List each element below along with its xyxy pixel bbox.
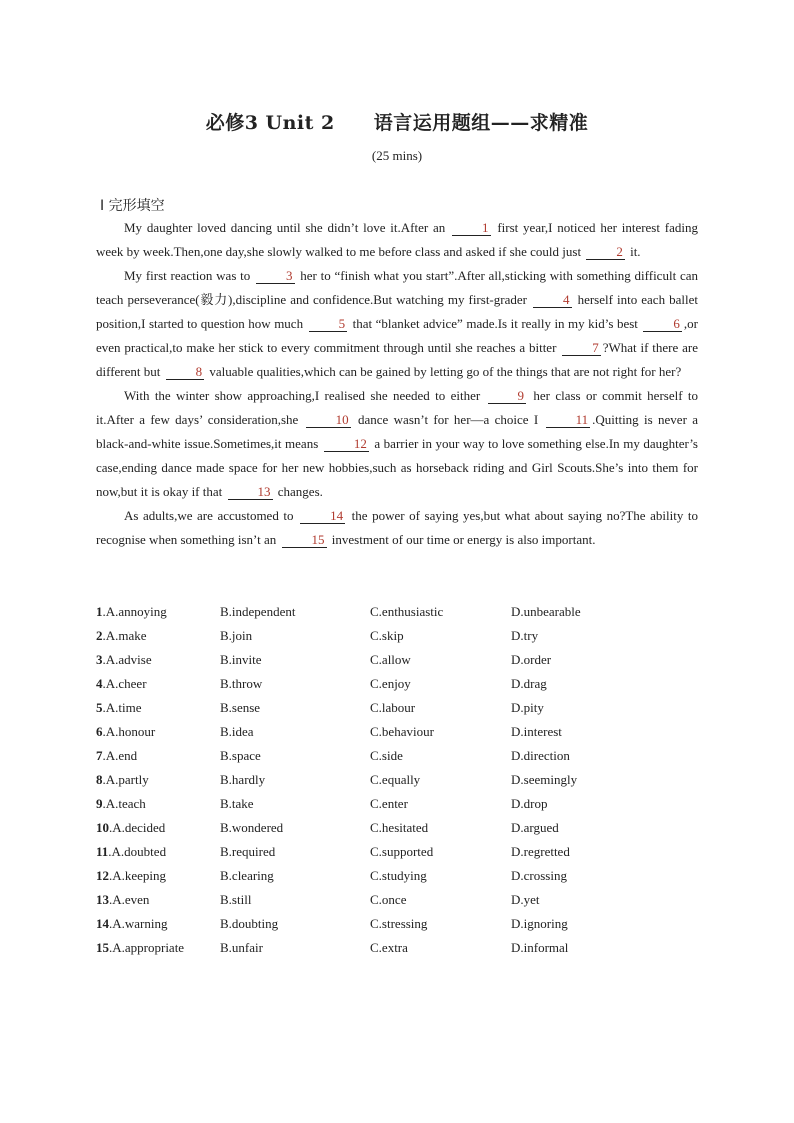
- passage-text: that “blanket advice” made.Is it really in my kid’s best: [349, 316, 642, 331]
- answer-blank[interactable]: 5: [309, 317, 348, 332]
- option-c[interactable]: C.once: [370, 892, 407, 907]
- question-number: 13: [96, 892, 109, 907]
- option-c[interactable]: C.hesitated: [370, 820, 429, 835]
- answer-blank[interactable]: 7: [562, 341, 601, 356]
- option-a[interactable]: [96, 792, 220, 816]
- question-row: [96, 864, 716, 888]
- option-b[interactable]: B.required: [220, 844, 276, 859]
- answer-blank[interactable]: 4: [533, 293, 572, 308]
- question-number: 2: [96, 628, 103, 643]
- option-a[interactable]: [96, 600, 220, 624]
- question-number: 14: [96, 916, 109, 931]
- option-d[interactable]: D.try: [511, 628, 539, 643]
- option-c[interactable]: C.equally: [370, 772, 421, 787]
- option-b[interactable]: B.hardly: [220, 772, 266, 787]
- option-c[interactable]: C.studying: [370, 868, 427, 883]
- passage-text: her class or commit herself to it.After a few days’ consideration,she: [96, 388, 698, 427]
- option-a[interactable]: [96, 648, 220, 672]
- option-d[interactable]: D.ignoring: [511, 916, 568, 931]
- option-c[interactable]: C.allow: [370, 652, 411, 667]
- option-b[interactable]: B.join: [220, 628, 253, 643]
- option-a[interactable]: [96, 936, 220, 960]
- question-row: [96, 888, 716, 912]
- option-a[interactable]: [96, 888, 220, 912]
- question-row: [96, 696, 716, 720]
- passage-text: dance wasn’t for her—a choice I: [352, 412, 544, 427]
- passage-text: ?What if there are different but: [96, 340, 698, 379]
- section-heading: Ⅰ 完形填空: [100, 198, 165, 214]
- option-a-text: .A.doubted: [108, 844, 167, 859]
- option-a[interactable]: [96, 672, 220, 696]
- question-row: [96, 840, 716, 864]
- question-number: 15: [96, 940, 109, 955]
- answer-blank[interactable]: 8: [166, 365, 205, 380]
- option-d[interactable]: D.pity: [511, 700, 544, 715]
- option-a-text: .A.teach: [102, 796, 146, 811]
- question-number: 7: [96, 748, 103, 763]
- question-row: [96, 720, 716, 744]
- option-d[interactable]: D.informal: [511, 940, 569, 955]
- passage-text: My daughter loved dancing until she didn’t love it.After an: [124, 220, 451, 235]
- option-a[interactable]: [96, 768, 220, 792]
- question-number: 12: [96, 868, 109, 883]
- passage-paragraph: [96, 384, 698, 504]
- question-row: [96, 600, 716, 624]
- option-c[interactable]: C.labour: [370, 700, 416, 715]
- option-a-text: .A.end: [102, 748, 138, 763]
- question-row: [96, 936, 716, 960]
- option-c[interactable]: C.behaviour: [370, 724, 434, 739]
- option-d[interactable]: D.regretted: [511, 844, 570, 859]
- passage-text: With the winter show approaching,I realised she needed to either: [124, 388, 486, 403]
- question-row: [96, 816, 716, 840]
- question-number: 11: [96, 844, 109, 859]
- option-a-text: .A.decided: [109, 820, 166, 835]
- option-a[interactable]: [96, 624, 220, 648]
- option-a[interactable]: [96, 744, 220, 768]
- answer-blank[interactable]: 2: [586, 245, 625, 260]
- option-b[interactable]: B.throw: [220, 676, 263, 691]
- answer-blank[interactable]: 6: [643, 317, 682, 332]
- passage-text: her to “finish what you start”.After all,sticking with something difficult can teach perseverance(毅力),discipline and confidence.But watching my first-grader: [96, 268, 698, 307]
- answer-blank[interactable]: 9: [488, 389, 527, 404]
- passage-text: .Quitting is never a black-and-white issue.Sometimes,it means: [96, 412, 699, 451]
- option-c[interactable]: C.enthusiastic: [370, 604, 444, 619]
- option-c[interactable]: C.extra: [370, 940, 408, 955]
- option-a-text: .A.warning: [109, 916, 168, 931]
- question-row: [96, 768, 716, 792]
- passage-text: a barrier in your way to love something else.In my daughter’s case,ending dance made space for her new hobbies,such as horseback riding and Girl Scouts.She’s into them for now,but it is okay if that: [96, 436, 698, 499]
- option-a-text: .A.make: [102, 628, 147, 643]
- question-number: 8: [96, 772, 103, 787]
- passage-text: valuable qualities,which can be gained by letting go of the things that are not right for her?: [206, 364, 682, 379]
- option-d[interactable]: D.drag: [511, 676, 547, 691]
- passage-text: changes.: [274, 484, 323, 499]
- option-c[interactable]: C.stressing: [370, 916, 428, 931]
- option-a-text: .A.appropriate: [109, 940, 185, 955]
- answer-blank[interactable]: 15: [282, 533, 327, 548]
- option-c[interactable]: C.skip: [370, 628, 404, 643]
- option-a-text: .A.keeping: [109, 868, 167, 883]
- passage-paragraph: [96, 216, 698, 264]
- option-b[interactable]: B.still: [220, 892, 252, 907]
- time-limit: (25 mins): [371, 148, 423, 163]
- option-a[interactable]: [96, 720, 220, 744]
- cloze-passage: [96, 216, 698, 552]
- passage-text: it.: [626, 244, 641, 259]
- option-a[interactable]: [96, 816, 220, 840]
- passage-paragraph: [96, 264, 698, 384]
- answer-blank[interactable]: 1: [452, 221, 491, 236]
- option-b[interactable]: B.unfair: [220, 940, 263, 955]
- option-d[interactable]: D.unbearable: [511, 604, 581, 619]
- option-b[interactable]: B.doubting: [220, 916, 279, 931]
- option-b[interactable]: B.independent: [220, 604, 296, 619]
- question-number: 3: [96, 652, 103, 667]
- question-number: 10: [96, 820, 109, 835]
- question-number: 1: [96, 604, 103, 619]
- option-d[interactable]: D.seemingly: [511, 772, 578, 787]
- answer-blank[interactable]: 13: [228, 485, 273, 500]
- option-a[interactable]: [96, 696, 220, 720]
- passage-text: the power of saying yes,but what about saying no?The ability to recognise when something isn’t an: [96, 508, 698, 547]
- question-row: [96, 648, 716, 672]
- option-b[interactable]: B.idea: [220, 724, 254, 739]
- option-a-text: .A.even: [109, 892, 150, 907]
- option-b[interactable]: B.sense: [220, 700, 261, 715]
- question-row: [96, 744, 716, 768]
- option-a-text: .A.partly: [102, 772, 149, 787]
- answer-blank[interactable]: 3: [256, 269, 295, 284]
- option-d[interactable]: D.order: [511, 652, 552, 667]
- answer-blank[interactable]: 12: [324, 437, 369, 452]
- question-row: [96, 624, 716, 648]
- option-b[interactable]: B.take: [220, 796, 254, 811]
- option-a-text: .A.annoying: [102, 604, 167, 619]
- question-row: [96, 792, 716, 816]
- question-row: [96, 672, 716, 696]
- passage-text: My first reaction was to: [124, 268, 255, 283]
- option-c[interactable]: C.enjoy: [370, 676, 411, 691]
- question-number: 9: [96, 796, 103, 811]
- passage-text: ,or even practical,to make her stick to every commitment through until she reaches a bitter: [96, 316, 699, 355]
- question-number: 5: [96, 700, 103, 715]
- option-d[interactable]: D.interest: [511, 724, 562, 739]
- question-number: 4: [96, 676, 103, 691]
- passage-paragraph: [96, 504, 698, 552]
- passage-text: herself into each ballet position,I started to question how much: [96, 292, 698, 331]
- option-d[interactable]: D.yet: [511, 892, 540, 907]
- page-title: 必修3 Unit 2 语言运用题组——求精准: [205, 112, 589, 134]
- option-a-text: .A.cheer: [102, 676, 147, 691]
- answer-options: [96, 600, 716, 960]
- option-a[interactable]: [96, 912, 220, 936]
- option-d[interactable]: D.argued: [511, 820, 559, 835]
- option-b[interactable]: B.wondered: [220, 820, 284, 835]
- option-a-text: .A.time: [102, 700, 142, 715]
- question-number: 6: [96, 724, 103, 739]
- option-c[interactable]: C.supported: [370, 844, 434, 859]
- option-a[interactable]: [96, 840, 220, 864]
- option-a-text: .A.advise: [102, 652, 152, 667]
- answer-blank[interactable]: 11: [546, 413, 591, 428]
- passage-text: investment of our time or energy is also important.: [328, 532, 596, 547]
- option-d[interactable]: D.direction: [511, 748, 570, 763]
- option-b[interactable]: B.invite: [220, 652, 262, 667]
- option-d[interactable]: D.crossing: [511, 868, 567, 883]
- answer-blank[interactable]: 14: [300, 509, 345, 524]
- passage-text: As adults,we are accustomed to: [124, 508, 299, 523]
- passage-text: first year,I noticed her interest fading week by week.Then,one day,she slowly walked to me before class and asked if she could just: [96, 220, 698, 259]
- option-a-text: .A.honour: [102, 724, 156, 739]
- answer-blank[interactable]: 10: [306, 413, 351, 428]
- option-b[interactable]: B.clearing: [220, 868, 274, 883]
- option-b[interactable]: B.space: [220, 748, 261, 763]
- question-row: [96, 912, 716, 936]
- option-a[interactable]: [96, 864, 220, 888]
- option-c[interactable]: C.side: [370, 748, 403, 763]
- option-c[interactable]: C.enter: [370, 796, 408, 811]
- option-d[interactable]: D.drop: [511, 796, 548, 811]
